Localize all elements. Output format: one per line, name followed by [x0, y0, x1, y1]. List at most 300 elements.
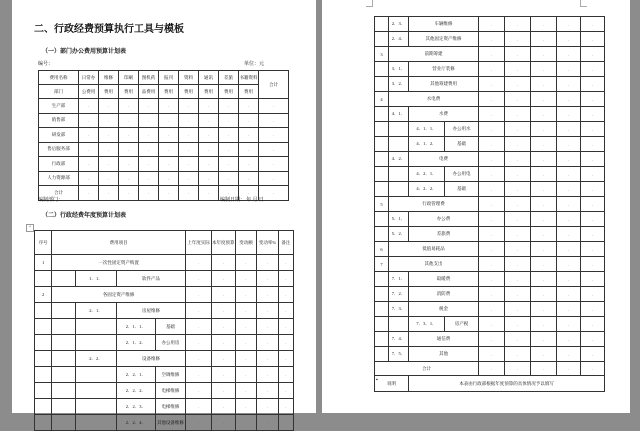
empty-cell: . — [211, 335, 235, 351]
item-code-cell: 2．2．1． — [117, 367, 156, 383]
empty-cell: . — [259, 113, 289, 128]
empty-cell: . — [211, 399, 235, 415]
empty-cell: . — [479, 77, 505, 92]
empty-cell: . — [259, 128, 289, 143]
item-name-cell: 一次性固定资产购置 — [52, 255, 186, 271]
empty-cell: . — [211, 319, 235, 335]
item-name-cell: 其他 — [409, 347, 479, 362]
empty-cell: . — [505, 362, 531, 376]
empty-cell: . — [531, 212, 557, 227]
empty-cell: . — [99, 186, 119, 201]
table-row — [39, 113, 289, 128]
empty-cell: . — [186, 399, 212, 415]
empty-cell: . — [581, 332, 605, 347]
item-name-cell: 各固定资产维修 — [52, 287, 186, 303]
empty-cell: . — [557, 347, 581, 362]
empty-cell: . — [139, 157, 159, 172]
empty-cell: . — [531, 32, 557, 47]
empty-cell: . — [581, 107, 605, 122]
section-heading: 二、行政经费预算执行工具与模板 — [34, 24, 184, 35]
empty-cell: . — [531, 77, 557, 92]
table-row — [375, 122, 605, 137]
table-row — [35, 319, 294, 335]
serial-number-cell: 4 — [375, 92, 389, 107]
item-code-cell: 2．3． — [389, 17, 409, 32]
item-code-cell: 2．4． — [389, 32, 409, 47]
empty-cell: . — [505, 242, 531, 257]
table-row — [375, 182, 605, 197]
empty-cell: . — [531, 107, 557, 122]
empty-cell: . — [505, 332, 531, 347]
empty-cell: . — [531, 167, 557, 182]
item-code-cell: 4．2． — [389, 152, 409, 167]
item-code-cell: 4．2．1． — [409, 167, 445, 182]
empty-cell: . — [257, 255, 279, 271]
item-name-cell: 房产税 — [445, 317, 479, 332]
empty-cell: . — [186, 351, 212, 367]
item-name-cell: 软件产品 — [117, 271, 186, 287]
empty-cell: . — [239, 113, 259, 128]
empty-cell: . — [531, 92, 557, 107]
empty-cell: . — [211, 303, 235, 319]
indent-cell — [389, 167, 409, 182]
table-row — [35, 399, 294, 415]
empty-cell: . — [531, 62, 557, 77]
header-cell: 品费用 — [139, 85, 159, 99]
item-code-cell: 7．2． — [389, 287, 409, 302]
serial-number-cell — [375, 17, 389, 32]
empty-cell: . — [179, 142, 199, 157]
total-row — [375, 362, 605, 376]
empty-cell: . — [557, 242, 581, 257]
table-row — [35, 367, 294, 383]
item-code-cell: 5．1． — [389, 212, 409, 227]
table-row — [35, 271, 294, 287]
empty-cell: . — [235, 383, 257, 399]
empty-cell: . — [199, 157, 219, 172]
table-move-handle-icon[interactable]: + — [26, 224, 34, 232]
table-row — [35, 383, 294, 399]
empty-cell: . — [557, 212, 581, 227]
empty-cell: . — [581, 212, 605, 227]
empty-cell: . — [581, 287, 605, 302]
empty-cell: . — [235, 319, 257, 335]
empty-cell: . — [278, 287, 293, 303]
empty-cell: . — [257, 271, 279, 287]
empty-cell: . — [186, 271, 212, 287]
item-name-cell: 电梯维修 — [155, 399, 185, 415]
empty-cell: . — [479, 227, 505, 242]
empty-cell: . — [505, 257, 531, 272]
page-corner-mark — [366, 0, 373, 7]
empty-cell: . — [257, 303, 279, 319]
indent-cell — [52, 319, 76, 335]
empty-cell: . — [199, 142, 219, 157]
empty-cell: . — [479, 137, 505, 152]
empty-cell: . — [505, 287, 531, 302]
empty-cell: . — [259, 171, 289, 186]
header-cell: 印刷 — [119, 71, 139, 85]
serial-number-cell — [35, 367, 52, 383]
empty-cell: . — [239, 171, 259, 186]
header-cell: 费用 — [199, 85, 219, 99]
empty-cell: . — [557, 182, 581, 197]
empty-cell: . — [581, 242, 605, 257]
table-row — [39, 128, 289, 143]
table-row — [375, 302, 605, 317]
empty-cell: . — [219, 99, 239, 114]
item-code-cell: 2．2．2． — [117, 383, 156, 399]
empty-cell: . — [235, 271, 257, 287]
empty-cell: . — [531, 122, 557, 137]
empty-cell: . — [479, 107, 505, 122]
empty-cell: . — [186, 287, 212, 303]
empty-cell: . — [531, 257, 557, 272]
empty-cell: . — [259, 186, 289, 201]
serial-number-cell — [375, 137, 389, 152]
empty-cell: . — [581, 362, 605, 376]
empty-cell: . — [505, 62, 531, 77]
empty-cell: . — [235, 367, 257, 383]
empty-cell: . — [239, 157, 259, 172]
table-row — [35, 415, 294, 431]
empty-cell: . — [557, 362, 581, 376]
empty-cell: . — [505, 32, 531, 47]
item-code-cell: 5．2． — [389, 227, 409, 242]
item-code-cell: 3．1． — [389, 62, 409, 77]
item-code-cell: 2．1．2． — [117, 335, 156, 351]
header-cell: 合计 — [259, 71, 289, 99]
empty-cell: . — [257, 319, 279, 335]
empty-cell: . — [159, 186, 179, 201]
empty-cell: . — [179, 128, 199, 143]
empty-cell: . — [257, 367, 279, 383]
table-row — [375, 167, 605, 182]
empty-cell: . — [557, 107, 581, 122]
empty-cell: . — [531, 227, 557, 242]
empty-cell: . — [219, 142, 239, 157]
item-code-cell: 4．1．1． — [409, 122, 445, 137]
empty-cell: . — [505, 167, 531, 182]
empty-cell: . — [99, 171, 119, 186]
empty-cell: . — [211, 367, 235, 383]
table-row — [375, 257, 605, 272]
item-name-cell: 行政管理费 — [389, 197, 479, 212]
empty-cell: . — [505, 227, 531, 242]
item-name-cell: 水电费 — [389, 92, 479, 107]
item-name-cell: 设备维修 — [117, 351, 186, 367]
empty-cell: . — [278, 351, 293, 367]
empty-cell: . — [139, 171, 159, 186]
number-label: 编号： — [38, 62, 54, 67]
empty-cell: . — [211, 271, 235, 287]
empty-cell: . — [479, 152, 505, 167]
empty-cell: . — [479, 62, 505, 77]
empty-cell: . — [239, 128, 259, 143]
indent-cell — [76, 319, 117, 335]
empty-cell: . — [219, 157, 239, 172]
table-row — [375, 32, 605, 47]
item-name-cell: 车辆维修 — [409, 17, 479, 32]
empty-cell: . — [211, 287, 235, 303]
table-row — [375, 332, 605, 347]
indent-cell — [52, 351, 76, 367]
empty-cell: . — [219, 186, 239, 201]
empty-cell: . — [235, 415, 257, 431]
empty-cell: . — [581, 182, 605, 197]
serial-number-cell — [375, 167, 389, 182]
header-cell: 通讯 — [199, 71, 219, 85]
empty-cell: . — [235, 335, 257, 351]
empty-cell: . — [278, 415, 293, 431]
row-label: 售后服务部 — [39, 142, 79, 157]
empty-cell: . — [159, 157, 179, 172]
header-cell: 费用项目 — [52, 231, 186, 255]
empty-cell: . — [479, 362, 505, 376]
empty-cell: . — [139, 186, 159, 201]
serial-number-cell — [375, 272, 389, 287]
item-name-cell: 其他筹建费用 — [409, 77, 479, 92]
empty-cell: . — [186, 367, 212, 383]
empty-cell: . — [557, 32, 581, 47]
empty-cell: . — [257, 351, 279, 367]
header-cell: 维修 — [99, 71, 119, 85]
empty-cell: . — [278, 383, 293, 399]
item-name-cell: 办公用电 — [445, 167, 479, 182]
empty-cell: . — [557, 332, 581, 347]
empty-cell: . — [259, 157, 289, 172]
item-code-cell: 7．4． — [389, 332, 409, 347]
indent-cell — [52, 303, 76, 319]
empty-cell: . — [199, 113, 219, 128]
serial-number-cell — [375, 227, 389, 242]
item-code-cell: 2．2．4． — [117, 415, 156, 431]
row-label: 生产部 — [39, 99, 79, 114]
empty-cell: . — [79, 128, 99, 143]
serial-number-cell — [375, 347, 389, 362]
table-row — [375, 242, 605, 257]
empty-cell: . — [505, 77, 531, 92]
serial-number-cell — [35, 399, 52, 415]
empty-cell: . — [199, 171, 219, 186]
item-code-cell: 1．1． — [76, 271, 117, 287]
empty-cell: . — [278, 335, 293, 351]
office-budget-title: （一）部门办公费用预算计划表 — [42, 49, 127, 55]
empty-cell: . — [479, 332, 505, 347]
indent-cell — [389, 317, 409, 332]
table-row — [375, 77, 605, 92]
total-label-cell: 合计 — [375, 362, 479, 376]
empty-cell: . — [581, 317, 605, 332]
header-cell: 日常办 — [79, 71, 99, 85]
empty-cell: . — [235, 351, 257, 367]
row-label: 销售部 — [39, 113, 79, 128]
empty-cell: . — [505, 47, 531, 62]
empty-cell: . — [239, 142, 259, 157]
item-code-cell: 4．1．2． — [409, 137, 445, 152]
item-code-cell: 2．1．1． — [117, 319, 156, 335]
serial-number-cell: 2 — [35, 287, 52, 303]
table-row — [375, 227, 605, 242]
empty-cell: . — [505, 197, 531, 212]
empty-cell: . — [119, 171, 139, 186]
empty-cell: . — [99, 128, 119, 143]
item-code-cell: 7．3．1． — [409, 317, 445, 332]
header-cell: 上年度实际 — [186, 231, 212, 255]
empty-cell: . — [479, 92, 505, 107]
empty-cell: . — [119, 186, 139, 201]
header-cell: 公费用 — [79, 85, 99, 99]
header-cell: 本年度预算 — [211, 231, 235, 255]
serial-number-cell: 1 — [35, 255, 52, 271]
empty-cell: . — [581, 272, 605, 287]
serial-number-cell — [35, 271, 52, 287]
empty-cell: . — [581, 257, 605, 272]
header-row — [35, 231, 294, 255]
item-name-cell: 电费 — [409, 152, 479, 167]
table-row — [39, 171, 289, 186]
empty-cell: . — [557, 137, 581, 152]
note-text-cell: 本表由行政部根据年度预算的具体情况予以填写 — [409, 376, 605, 392]
empty-cell: . — [479, 212, 505, 227]
empty-cell: . — [581, 197, 605, 212]
table-row — [375, 347, 605, 362]
item-name-cell: 基础 — [155, 319, 185, 335]
serial-number-cell — [375, 77, 389, 92]
empty-cell: . — [159, 99, 179, 114]
empty-cell: . — [505, 272, 531, 287]
item-name-cell: 其他设备维修 — [155, 415, 185, 431]
header-cell: 差旅 — [219, 71, 239, 85]
row-label: 行政部 — [39, 157, 79, 172]
serial-number-cell — [35, 351, 52, 367]
indent-cell — [76, 415, 117, 431]
empty-cell: . — [479, 272, 505, 287]
item-name-cell: 消防费 — [409, 287, 479, 302]
serial-number-cell: 5 — [375, 197, 389, 212]
empty-cell: . — [557, 317, 581, 332]
empty-cell: . — [531, 152, 557, 167]
empty-cell: . — [505, 212, 531, 227]
empty-cell: . — [581, 47, 605, 62]
empty-cell: . — [278, 319, 293, 335]
empty-cell: . — [557, 257, 581, 272]
header-cell: 图机药 — [139, 71, 159, 85]
item-name-cell: 其他固定资产维修 — [409, 32, 479, 47]
table-row — [39, 99, 289, 114]
empty-cell: . — [199, 186, 219, 201]
empty-cell: . — [99, 113, 119, 128]
empty-cell: . — [479, 47, 505, 62]
item-name-cell: 低值易耗品 — [389, 242, 479, 257]
serial-number-cell — [35, 415, 52, 431]
empty-cell: . — [531, 317, 557, 332]
left-document-page — [12, 0, 316, 425]
item-code-cell: 7．3． — [389, 302, 409, 317]
unit-label: 单位：元 — [244, 62, 265, 67]
page-corner-mark — [580, 0, 587, 7]
indent-cell — [76, 383, 117, 399]
serial-number-cell — [375, 122, 389, 137]
empty-cell: . — [531, 362, 557, 376]
bullet-marker: ▪ — [376, 378, 378, 383]
serial-number-cell — [375, 212, 389, 227]
office-budget-table — [38, 70, 289, 201]
empty-cell: . — [139, 99, 159, 114]
annual-budget-title: （二）行政经费年度预算计划表 — [42, 213, 127, 219]
empty-cell: . — [505, 182, 531, 197]
empty-cell: . — [199, 99, 219, 114]
empty-cell: . — [278, 271, 293, 287]
empty-cell: . — [211, 383, 235, 399]
empty-cell: . — [278, 367, 293, 383]
empty-cell: . — [479, 17, 505, 32]
empty-cell: . — [557, 92, 581, 107]
empty-cell: . — [479, 182, 505, 197]
empty-cell: . — [581, 227, 605, 242]
table-row — [39, 142, 289, 157]
empty-cell: . — [531, 182, 557, 197]
serial-number-cell: 7 — [375, 257, 389, 272]
empty-cell: . — [557, 17, 581, 32]
empty-cell: . — [479, 32, 505, 47]
table-row — [35, 351, 294, 367]
table-row — [375, 17, 605, 32]
header-cell: 费用 — [179, 85, 199, 99]
empty-cell: . — [239, 186, 259, 201]
item-name-cell: 税金 — [409, 302, 479, 317]
empty-cell: . — [479, 197, 505, 212]
empty-cell: . — [257, 415, 279, 431]
table-row — [375, 107, 605, 122]
serial-number-cell — [375, 287, 389, 302]
empty-cell: . — [239, 99, 259, 114]
empty-cell: . — [505, 137, 531, 152]
empty-cell: . — [186, 415, 212, 431]
empty-cell: . — [505, 17, 531, 32]
empty-cell: . — [179, 157, 199, 172]
header-cell: 变动额 — [235, 231, 257, 255]
empty-cell: . — [139, 113, 159, 128]
empty-cell: . — [505, 317, 531, 332]
right-document-page — [322, 0, 630, 413]
header-cell: 变动率% — [257, 231, 279, 255]
empty-cell: . — [119, 113, 139, 128]
indent-cell — [76, 367, 117, 383]
item-name-cell: 取暖费 — [409, 272, 479, 287]
empty-cell: . — [259, 99, 289, 114]
table-row — [35, 255, 294, 271]
empty-cell: . — [581, 122, 605, 137]
table-row — [375, 272, 605, 287]
empty-cell: . — [79, 113, 99, 128]
empty-cell: . — [257, 399, 279, 415]
table-row — [375, 317, 605, 332]
empty-cell: . — [257, 383, 279, 399]
empty-cell: . — [557, 167, 581, 182]
indent-cell — [52, 399, 76, 415]
empty-cell: . — [79, 186, 99, 201]
empty-cell: . — [505, 122, 531, 137]
table-row — [375, 197, 605, 212]
empty-cell: . — [159, 128, 179, 143]
row-label: 合计 — [39, 186, 79, 201]
table-row — [375, 47, 605, 62]
serial-number-cell — [35, 319, 52, 335]
empty-cell: . — [581, 62, 605, 77]
empty-cell: . — [479, 167, 505, 182]
serial-number-cell — [375, 317, 389, 332]
